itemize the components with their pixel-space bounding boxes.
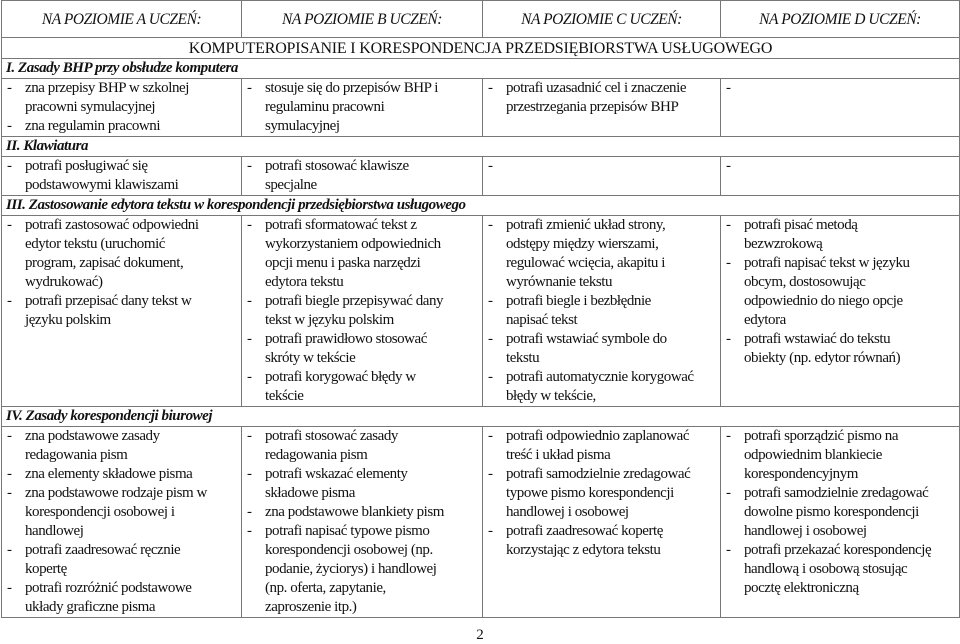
requirement-line: potrafi wskazać elementy <box>265 466 408 482</box>
requirement-line: potrafi biegle i bezbłędnie <box>506 293 651 309</box>
requirement-line: redagowania pism <box>265 447 368 463</box>
requirement-line: wykorzystaniem odpowiednich <box>265 236 441 252</box>
requirement-item <box>6 117 237 136</box>
requirement-item <box>725 254 955 330</box>
requirement-line: (np. oferta, zapytanie, <box>265 580 386 596</box>
requirement-item <box>246 522 478 617</box>
bullet-dash: - <box>7 428 12 444</box>
requirement-line: treść i układ pisma <box>506 447 611 463</box>
requirement-item <box>725 541 955 598</box>
level-c-cell <box>483 216 721 407</box>
bullet-dash: - <box>726 428 731 444</box>
header-level-a: NA POZIOMIE A UCZEŃ: <box>2 1 242 38</box>
requirement-line: potrafi rozróżnić podstawowe <box>25 580 192 596</box>
bullet-dash: - <box>247 369 252 385</box>
requirement-line: stosuje się do przepisów BHP i <box>265 80 439 96</box>
requirement-line: wyrównanie tekstu <box>506 274 613 290</box>
header-level-b: NA POZIOMIE B UCZEŃ: <box>242 1 483 38</box>
requirement-line: kopertę <box>25 561 67 577</box>
requirement-item <box>246 368 478 406</box>
bullet-dash: - <box>488 523 493 539</box>
requirement-line: zna podstawowe rodzaje pism w <box>25 485 207 501</box>
bullet-dash: - <box>247 80 252 96</box>
requirement-line: odpowiednim blankiecie <box>744 447 882 463</box>
bullet-dash: - <box>7 580 12 596</box>
requirement-item <box>6 157 237 195</box>
section-heading: I. Zasady BHP przy obsłudze komputera <box>2 59 960 79</box>
requirement-line: potrafi sporządzić pismo na <box>744 428 899 444</box>
level-a-cell <box>2 427 242 618</box>
bullet-dash: - <box>7 466 12 482</box>
requirement-line: redagowania pism <box>25 447 128 463</box>
requirement-item <box>246 427 478 465</box>
requirement-line: potrafi uzasadnić cel i znaczenie <box>506 80 687 96</box>
requirement-item <box>487 157 716 176</box>
bullet-dash: - <box>7 80 12 96</box>
level-b-cell <box>242 216 483 407</box>
requirement-line: pracowni symulacyjnej <box>25 99 156 115</box>
requirement-line: potrafi przekazać korespondencję <box>744 542 932 558</box>
requirement-line: wydrukować) <box>25 274 103 290</box>
requirement-line: korespondencji osobowej (np. <box>265 542 433 558</box>
bullet-dash: - <box>726 485 731 501</box>
requirement-item <box>725 330 955 368</box>
requirement-line: potrafi zastosować odpowiedni <box>25 217 199 233</box>
requirement-line: podanie, życiorys) i handlowej <box>265 561 437 577</box>
requirement-item <box>725 79 955 98</box>
bullet-dash: - <box>488 158 493 174</box>
bullet-dash: - <box>488 293 493 309</box>
level-c-cell <box>483 157 721 196</box>
requirement-item <box>487 79 716 117</box>
requirement-item <box>6 465 237 484</box>
requirement-line: tekstu <box>506 350 540 366</box>
level-b-cell <box>242 157 483 196</box>
bullet-dash: - <box>488 331 493 347</box>
requirement-item <box>246 79 478 136</box>
section-heading: IV. Zasady korespondencji biurowej <box>2 407 960 427</box>
requirement-item <box>6 579 237 617</box>
requirement-line: potrafi automatycznie korygować <box>506 369 694 385</box>
requirement-line: edytor tekstu (uruchomić <box>25 236 165 252</box>
requirement-line: skróty w tekście <box>265 350 356 366</box>
requirement-line: napisać tekst <box>506 312 578 328</box>
bullet-dash: - <box>7 542 12 558</box>
level-d-cell <box>721 216 960 407</box>
bullet-dash: - <box>247 523 252 539</box>
bullet-dash: - <box>7 293 12 309</box>
requirement-line: potrafi przepisać dany tekst w <box>25 293 192 309</box>
requirement-line: zna podstawowe zasady <box>25 428 160 444</box>
level-c-cell <box>483 79 721 137</box>
requirement-line: języku polskim <box>25 312 111 328</box>
level-b-cell <box>242 79 483 137</box>
requirement-line: regulować wcięcia, akapitu i <box>506 255 665 271</box>
requirement-line: zna przepisy BHP w szkolnej <box>25 80 189 96</box>
requirement-item <box>246 216 478 292</box>
bullet-dash: - <box>726 158 731 174</box>
requirement-line: potrafi samodzielnie zredagować <box>744 485 929 501</box>
requirement-line: handlowej i osobowej <box>506 504 629 520</box>
requirement-line: obiekty (np. edytor równań) <box>744 350 901 366</box>
level-c-cell <box>483 427 721 618</box>
requirement-item <box>487 427 716 465</box>
requirement-line: handlowej <box>25 523 84 539</box>
requirement-item <box>6 541 237 579</box>
requirement-item <box>6 79 237 117</box>
bullet-dash: - <box>726 255 731 271</box>
requirement-item <box>246 330 478 368</box>
header-level-d: NA POZIOMIE D UCZEŃ: <box>721 1 960 38</box>
requirement-line: edytora <box>744 312 786 328</box>
requirement-line: pocztę elektroniczną <box>744 580 859 596</box>
level-d-cell <box>721 427 960 618</box>
requirement-line: potrafi korygować błędy w <box>265 369 416 385</box>
requirement-line: typowe pismo korespondencji <box>506 485 674 501</box>
section-heading: III. Zastosowanie edytora tekstu w korespondencji przedsiębiorstwa usługowego <box>2 196 960 216</box>
requirement-item <box>725 484 955 541</box>
bullet-dash: - <box>247 293 252 309</box>
page-number: 2 <box>476 627 484 643</box>
requirement-line: potrafi sformatować tekst z <box>265 217 417 233</box>
bullet-dash: - <box>7 158 12 174</box>
requirement-item <box>6 216 237 292</box>
requirement-item <box>487 292 716 330</box>
subject-title: KOMPUTEROPISANIE I KORESPONDENCJA PRZEDSIĘBIORSTWA USŁUGOWEGO <box>2 38 960 59</box>
bullet-dash: - <box>7 118 12 134</box>
requirement-line: tekście <box>265 388 304 404</box>
bullet-dash: - <box>488 369 493 385</box>
requirement-line: potrafi wstawiać symbole do <box>506 331 667 347</box>
curriculum-table <box>1 0 960 618</box>
requirement-line: program, zapisać dokument, <box>25 255 184 271</box>
requirement-line: potrafi prawidłowo stosować <box>265 331 427 347</box>
requirement-line: opcji menu i paska narzędzi <box>265 255 421 271</box>
requirement-line: potrafi pisać metodą <box>744 217 858 233</box>
bullet-dash: - <box>247 466 252 482</box>
requirement-line: błędy w tekście, <box>506 388 596 404</box>
requirement-line: potrafi biegle przepisywać dany <box>265 293 444 309</box>
requirement-item <box>246 503 478 522</box>
requirement-item <box>487 522 716 560</box>
bullet-dash: - <box>726 542 731 558</box>
requirement-line: zna podstawowe blankiety pism <box>265 504 444 520</box>
requirement-item <box>725 216 955 254</box>
requirement-line: potrafi posługiwać się <box>25 158 148 174</box>
requirement-line: składowe pisma <box>265 485 355 501</box>
requirement-line: odpowiednio do niego opcje <box>744 293 903 309</box>
requirement-line: edytora tekstu <box>265 274 344 290</box>
requirement-item <box>725 157 955 176</box>
requirement-line: handlową i osobową stosując <box>744 561 908 577</box>
requirement-line: handlowej i osobowej <box>744 523 867 539</box>
bullet-dash: - <box>247 158 252 174</box>
level-a-cell <box>2 216 242 407</box>
requirement-line: potrafi zmienić układ strony, <box>506 217 666 233</box>
bullet-dash: - <box>488 217 493 233</box>
requirement-item <box>487 465 716 522</box>
requirement-line: potrafi zaadresować kopertę <box>506 523 663 539</box>
requirement-line: podstawowymi klawiszami <box>25 177 179 193</box>
level-a-cell <box>2 157 242 196</box>
requirement-line: dowolne pismo korespondencji <box>744 504 919 520</box>
bullet-dash: - <box>488 428 493 444</box>
requirement-line: korzystając z edytora tekstu <box>506 542 661 558</box>
requirement-line: potrafi samodzielnie zredagować <box>506 466 691 482</box>
requirement-line: potrafi zaadresować ręcznie <box>25 542 181 558</box>
bullet-dash: - <box>7 485 12 501</box>
requirement-item <box>487 216 716 292</box>
bullet-dash: - <box>726 331 731 347</box>
bullet-dash: - <box>247 428 252 444</box>
requirement-item <box>6 484 237 541</box>
requirement-line: bezwzrokową <box>744 236 823 252</box>
level-b-cell <box>242 427 483 618</box>
requirement-line: potrafi napisać typowe pismo <box>265 523 430 539</box>
requirement-line: zna elementy składowe pisma <box>25 466 193 482</box>
requirement-item <box>6 427 237 465</box>
requirement-line: potrafi odpowiednio zaplanować <box>506 428 690 444</box>
level-a-cell <box>2 79 242 137</box>
requirement-line: odstępy między wierszami, <box>506 236 659 252</box>
bullet-dash: - <box>726 217 731 233</box>
bullet-dash: - <box>7 217 12 233</box>
level-d-cell <box>721 157 960 196</box>
section-heading: II. Klawiatura <box>2 137 960 157</box>
bullet-dash: - <box>247 217 252 233</box>
bullet-dash: - <box>247 504 252 520</box>
requirement-item <box>246 157 478 195</box>
requirement-line: potrafi napisać tekst w języku <box>744 255 910 271</box>
requirement-line: potrafi stosować klawisze <box>265 158 409 174</box>
requirement-item <box>6 292 237 330</box>
requirement-line: zaproszenie itp.) <box>265 599 357 615</box>
bullet-dash: - <box>488 466 493 482</box>
requirement-item <box>246 465 478 503</box>
requirement-line: przestrzegania przepisów BHP <box>506 99 679 115</box>
requirement-line: symulacyjnej <box>265 118 340 134</box>
requirement-line: potrafi wstawiać do tekstu <box>744 331 891 347</box>
requirement-line: specjalne <box>265 177 317 193</box>
requirement-line: zna regulamin pracowni <box>25 118 161 134</box>
requirement-item <box>725 427 955 484</box>
bullet-dash: - <box>488 80 493 96</box>
bullet-dash: - <box>247 331 252 347</box>
requirement-line: korespondencyjnym <box>744 466 858 482</box>
requirement-item <box>487 330 716 368</box>
requirement-line: regulaminu pracowni <box>265 99 385 115</box>
requirement-item <box>487 368 716 406</box>
requirement-line: potrafi stosować zasady <box>265 428 398 444</box>
requirement-line: korespondencji osobowej i <box>25 504 175 520</box>
level-header-row <box>2 1 960 38</box>
bullet-dash: - <box>726 80 731 96</box>
header-level-c: NA POZIOMIE C UCZEŃ: <box>483 1 721 38</box>
requirement-line: układy graficzne pisma <box>25 599 156 615</box>
requirement-item <box>246 292 478 330</box>
requirement-line: tekst w języku polskim <box>265 312 394 328</box>
level-d-cell <box>721 79 960 137</box>
requirement-line: obcym, dostosowując <box>744 274 866 290</box>
